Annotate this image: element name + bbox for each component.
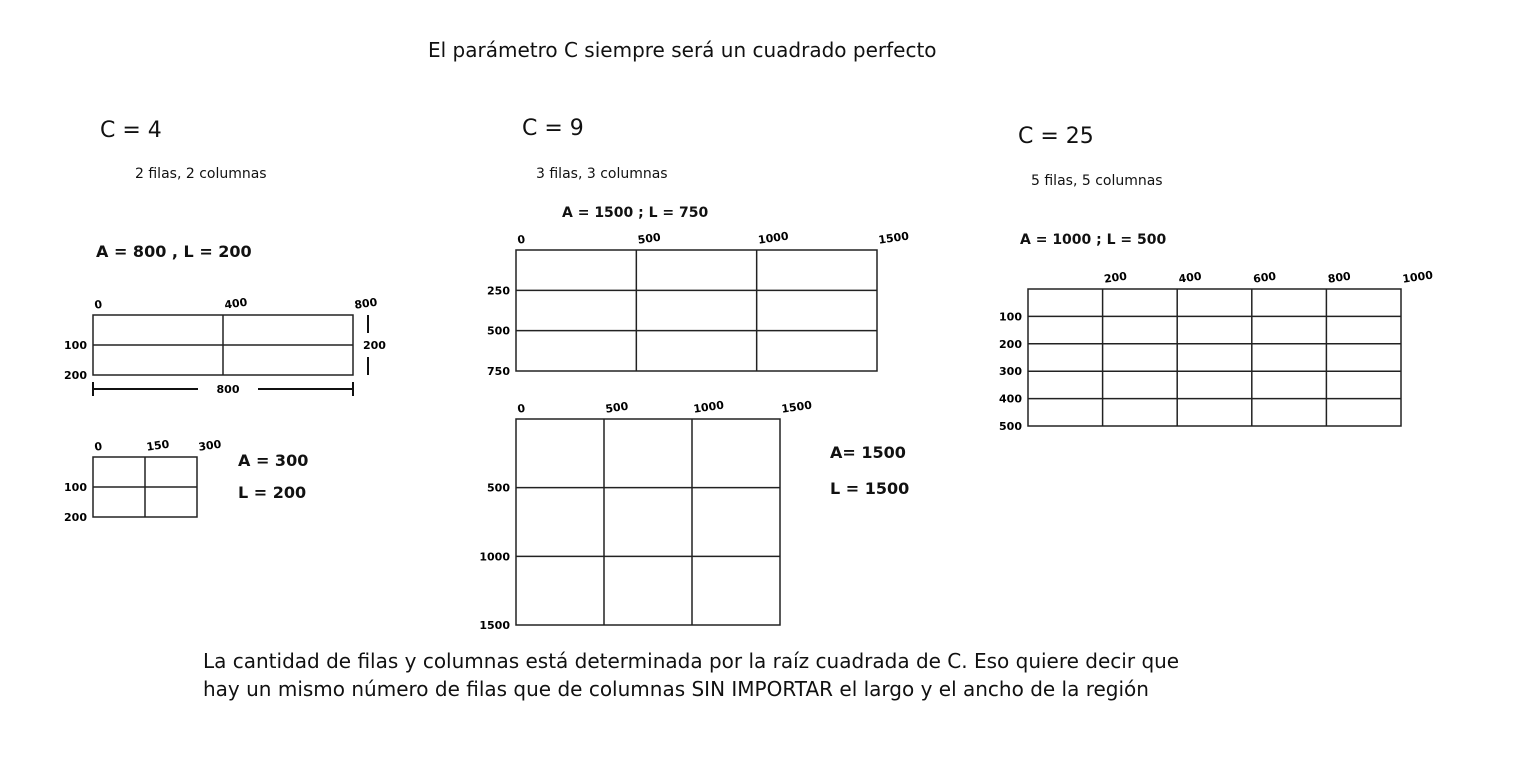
top-axis-label: 1000	[757, 229, 790, 247]
top-axis-label: 0	[93, 439, 103, 454]
grid-border	[516, 250, 877, 371]
c4-subtitle: 2 filas, 2 columnas	[135, 166, 267, 182]
top-axis-label: 150	[145, 437, 171, 454]
left-axis-label: 500	[999, 420, 1022, 433]
left-axis-label: 500	[487, 481, 510, 495]
top-axis-label: 300	[197, 437, 223, 454]
top-axis-label: 1000	[692, 398, 725, 416]
top-axis-label: 1500	[877, 229, 910, 247]
left-axis-label: 1000	[479, 550, 510, 564]
top-axis-label: 800	[353, 295, 379, 312]
left-axis-label: 500	[487, 324, 510, 338]
top-axis-label: 1500	[780, 398, 813, 416]
c25-dimensions: A = 1000 ; L = 500	[1020, 232, 1167, 248]
c25-label: C = 25	[1018, 124, 1094, 149]
top-axis-label: 500	[636, 230, 662, 247]
c4-dimensions: A = 800 , L = 200	[96, 242, 252, 261]
top-axis-label: 0	[516, 401, 526, 416]
top-axis-label: 1000	[1401, 268, 1434, 286]
top-axis-label: 0	[516, 232, 526, 247]
grid-border	[516, 419, 780, 625]
width-dimension-label: 800	[216, 383, 240, 396]
left-axis-label: 750	[487, 365, 510, 378]
c9-big-height: L = 1500	[830, 479, 910, 498]
top-axis-label: 600	[1252, 269, 1277, 286]
top-axis-label: 200	[1103, 269, 1128, 286]
top-axis-label: 400	[223, 295, 249, 312]
left-axis-label: 100	[64, 339, 87, 352]
c25-subtitle: 5 filas, 5 columnas	[1031, 173, 1163, 189]
left-axis-label: 1500	[479, 619, 510, 632]
footer-line-2: hay un mismo número de filas que de columnas SIN IMPORTAR el largo y el ancho de la región	[203, 677, 1149, 701]
top-axis-label: 500	[604, 399, 630, 416]
c4-small-width: A = 300	[238, 451, 309, 470]
height-dimension-label: 200	[363, 339, 386, 352]
top-axis-label: 0	[93, 297, 103, 312]
c9-label: C = 9	[522, 116, 584, 141]
left-axis-label: 300	[999, 365, 1022, 379]
diagram-title: El parámetro C siempre será un cuadrado perfecto	[428, 38, 937, 62]
c9-dimensions: A = 1500 ; L = 750	[562, 205, 709, 221]
left-axis-label: 200	[64, 369, 87, 382]
c9-subtitle: 3 filas, 3 columnas	[536, 166, 668, 182]
left-axis-label: 400	[999, 392, 1022, 406]
left-axis-label: 100	[64, 481, 87, 494]
top-axis-label: 400	[1177, 269, 1203, 286]
top-axis-label: 800	[1326, 269, 1352, 286]
footer-line-1: La cantidad de filas y columnas está determinada por la raíz cuadrada de C. Eso quiere decir que	[203, 649, 1180, 673]
left-axis-label: 200	[64, 511, 87, 524]
left-axis-label: 250	[487, 284, 510, 298]
c9-big-width: A= 1500	[830, 443, 906, 462]
c4-small-height: L = 200	[238, 483, 307, 502]
left-axis-label: 200	[999, 337, 1022, 351]
left-axis-label: 100	[999, 310, 1022, 324]
grid-border	[1028, 289, 1401, 426]
c4-label: C = 4	[100, 118, 162, 143]
